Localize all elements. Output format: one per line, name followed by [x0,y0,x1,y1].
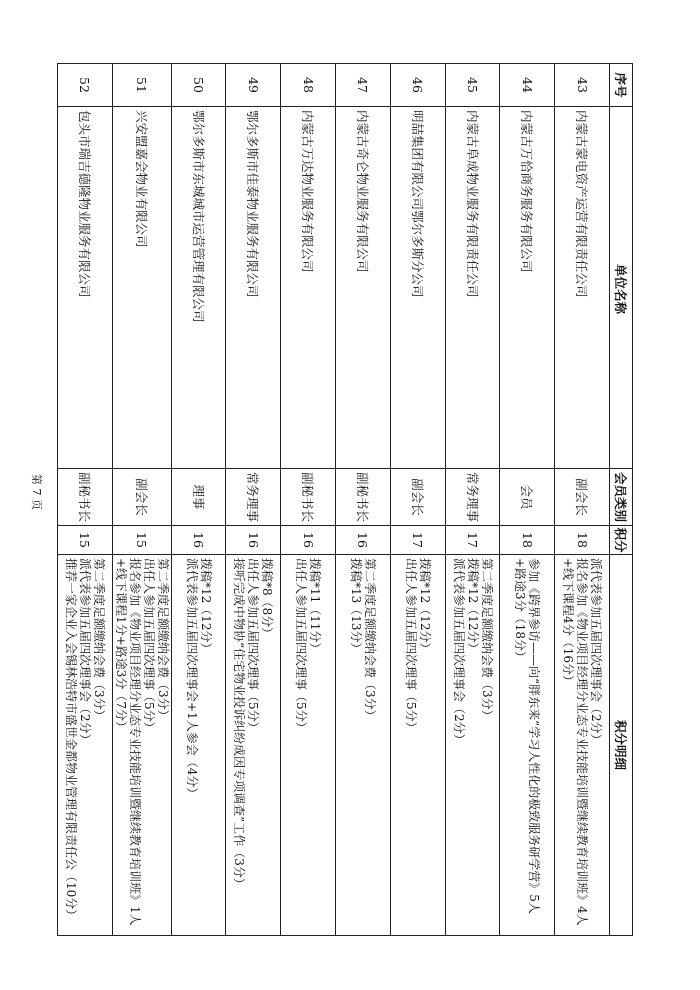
detail-line: 拨稿*13（13分） [348,558,363,655]
row-unit-name: 兴安盟嘉会物业有限公司 [112,107,171,469]
row-member-type: 理事 [171,469,226,526]
row-score-detail [336,555,391,936]
detail-line: 第二季度足额缴纳会费（3分） [155,558,170,722]
row-unit-name: 内蒙古万达物业服务有限公司 [281,107,336,469]
detail-line: 报名参加《物业项目经理分业态专业技能培训暨继续教育培训班》1人+线下课程1分+路途3分（7分） [113,558,142,926]
detail-line: 拨稿*11（11分） [308,558,323,655]
table-row [281,64,336,936]
row-unit-name: 鄂尔多斯市东城城市运营管理有限公司 [171,107,226,469]
row-unit-name: 明喆集团有限公司鄂尔多斯分公司 [390,107,445,469]
detail-line: 接听完成中物协“住宅物业投诉纠纷成因专项调查”工作（3分） [232,558,247,890]
row-seq: 43 [555,64,610,107]
table-row [555,64,610,936]
row-member-type: 副会长 [390,469,445,526]
header-detail: 积分明细 [610,555,633,936]
table-row [500,64,555,936]
row-score: 16 [226,526,281,555]
row-seq: 49 [226,64,281,107]
row-score-detail [57,555,112,936]
row-score: 16 [336,526,391,555]
detail-line: 第二季度足额缴纳会费（3分） [91,558,106,722]
detail-line: 第二季度足额缴纳会费（3分） [479,558,494,722]
row-seq: 50 [171,64,226,107]
detail-line: 拨稿*8（8分） [260,558,275,640]
row-member-type: 常务理事 [445,469,500,526]
row-seq: 44 [500,64,555,107]
row-member-type: 副秘书长 [336,469,391,526]
detail-line: 派代表参加五届四次理事会（2分） [589,558,604,746]
table-row [57,64,112,936]
row-seq: 45 [445,64,500,107]
row-member-type: 副会长 [112,469,171,526]
row-unit-name: 内蒙古万恰商务服务有限公司 [500,107,555,469]
row-seq: 52 [57,64,112,107]
table-row [390,64,445,936]
row-unit-name: 包头市瑞吉德隆物业服务有限公司 [57,107,112,469]
row-score-detail [171,555,226,936]
row-seq: 47 [336,64,391,107]
row-seq: 46 [390,64,445,107]
row-seq: 48 [281,64,336,107]
detail-line: 出任人参加五届四次理事（5分） [246,558,261,734]
detail-line: 派代表参加五届四次理事会（2分） [77,558,92,746]
row-score: 15 [57,526,112,555]
detail-line: 派代表参加五届四次理事会+1人参会（4分） [184,558,199,800]
header-type: 会员类别 [610,469,633,526]
table-row [336,64,391,936]
row-unit-name: 鄂尔多斯市佳泰物业服务有限公司 [226,107,281,469]
row-score-detail [500,555,555,936]
row-score-detail [390,555,445,936]
row-member-type: 副秘书长 [57,469,112,526]
row-score: 17 [390,526,445,555]
detail-line: 派代表参加五届四次理事会（2分） [451,558,466,746]
row-score-detail [445,555,500,936]
detail-line: 出任人参加五届四次理事（5分） [403,558,418,734]
row-unit-name: 内蒙古蒙电资产运营有限责任公司 [555,107,610,469]
row-score: 18 [500,526,555,555]
detail-line: 拨稿*12（12分） [198,558,213,655]
member-score-table [57,63,633,936]
row-seq: 51 [112,64,171,107]
detail-line: 报名参加《物业项目经理分业态专业技能培训暨继续教育培训班》4人+线下课程4分（16分） [561,558,590,926]
table-body [57,64,609,936]
detail-line: 出任人参加五届四次理事（5分） [141,558,156,734]
row-member-type: 副秘书长 [281,469,336,526]
row-score: 18 [555,526,610,555]
page-number: 第 7 页 [30,474,43,510]
detail-line: 拨稿*12（12分） [465,558,480,655]
table-row [171,64,226,936]
header-name: 单位名称 [610,107,633,469]
table-row [226,64,281,936]
row-member-type: 会员 [500,469,555,526]
row-member-type: 副会长 [555,469,610,526]
detail-line: 第二季度足额缴纳会费（3分） [362,558,377,722]
row-unit-name: 内蒙古奇仑物业服务有限公司 [336,107,391,469]
table-header-row [610,64,633,936]
row-unit-name: 内蒙古阜成物业服务有限责任公司 [445,107,500,469]
row-score: 16 [171,526,226,555]
table-row [445,64,500,936]
detail-line: 推荐一家企业入会锡林浩特市盛世金都物业管理有限责任公（10分） [63,558,78,922]
row-score-detail [112,555,171,936]
detail-line: 参加《跨界参访——向“胖东来”学习人性化的极致服务研学营》5人+路途3分（18分） [513,558,542,914]
row-score-detail [281,555,336,936]
row-score-detail [226,555,281,936]
row-score: 16 [281,526,336,555]
header-seq: 序号 [610,64,633,107]
row-score: 17 [445,526,500,555]
row-score-detail [555,555,610,936]
row-score: 15 [112,526,171,555]
header-score: 积分 [610,526,633,555]
detail-line: 出任人参加五届四次理事（5分） [294,558,309,734]
detail-line: 拨稿*12（12分） [417,558,432,655]
row-member-type: 常务理事 [226,469,281,526]
table-row [112,64,171,936]
